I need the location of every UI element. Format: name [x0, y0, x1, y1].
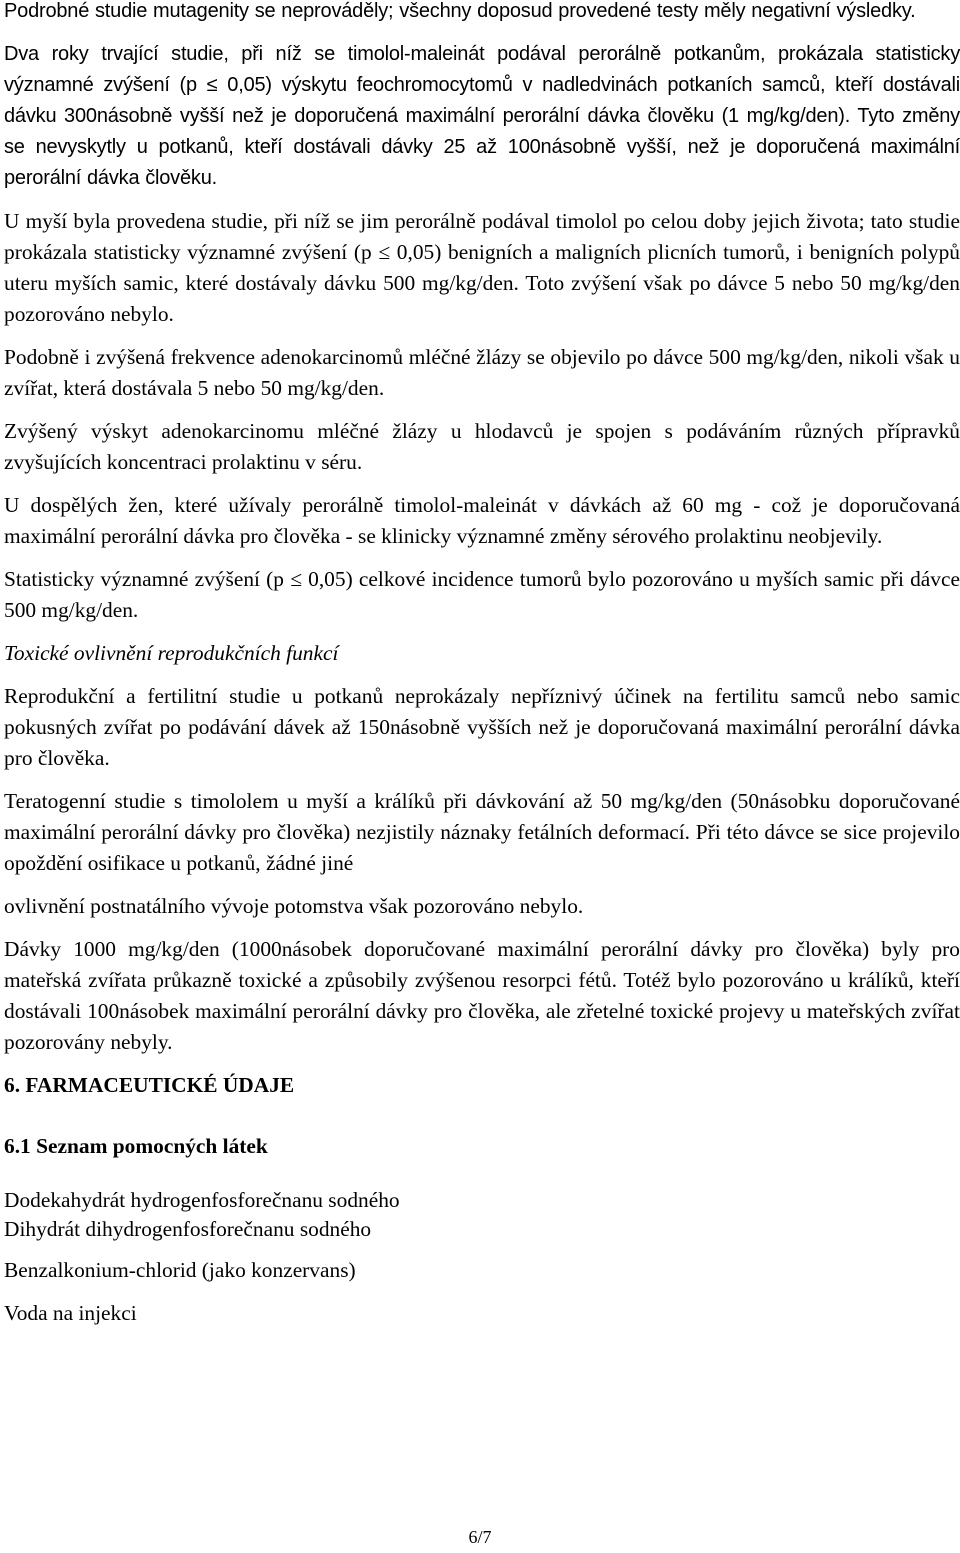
paragraph-teratogenic: Teratogenní studie s timololem u myší a králíků při dávkování až 50 mg/kg/den (50násobku doporučované maximální perorální dávky pro člověka) nezjistily náznaky fetálních deformací. Při této dávce se sice projevilo opoždění osifikace u potkanů, žádné jiné [4, 789, 960, 875]
heading-section-6-1: 6.1 Seznam pomocných látek [4, 1134, 268, 1158]
paragraph-fertility: Reprodukční a fertilitní studie u potkanů neprokázaly nepříznivý účinek na fertilitu samců nebo samic pokusných zvířat po podávání dávek až 150násobně vyšších než je doporučovaná maximální perorální dávka pro člověka. [4, 684, 960, 770]
paragraph-prolactin-rodents: Zvýšený výskyt adenokarcinomu mléčné žlázy u hlodavců je spojen s podáváním různých přípravků zvyšujících koncentraci prolaktinu v séru. [4, 419, 960, 474]
excipient-item: Benzalkonium-chlorid (jako konzervans) [4, 1258, 356, 1282]
paragraph-high-dose: Dávky 1000 mg/kg/den (1000násobek doporučované maximální perorální dávky pro člověka) byly pro mateřská zvířata průkazně toxické a způsobily zvýšenou resorpci fétů. Totéž bylo pozorováno u králíků, kteří dostávali 100násobek maximální perorální dávky pro člověka, ale zřetelné toxické projevy u mateřských zvířat pozorovány nebyly. [4, 937, 960, 1054]
heading-section-6: 6. FARMACEUTICKÉ ÚDAJE [4, 1073, 295, 1097]
excipient-item: Dodekahydrát hydrogenfosforečnanu sodného [4, 1188, 400, 1212]
excipient-item: Voda na injekci [4, 1301, 137, 1325]
paragraph-mutagenity: Podrobné studie mutagenity se neprováděly; všechny doposud provedené testy měly negativní výsledky. [4, 0, 916, 22]
paragraph-tumor-incidence: Statisticky významné zvýšení (p ≤ 0,05) celkové incidence tumorů bylo pozorováno u myších samic při dávce 500 mg/kg/den. [4, 567, 960, 622]
document-page [4, 0, 960, 1328]
paragraph-rat-study: Dva roky trvající studie, při níž se timolol-maleinát podával perorálně potkanům, prokázala statisticky významné zvýšení (p ≤ 0,05) výskytu feochromocytomů v nadledvinách potkaních samců, kteří dostávali dávku 300násobně vyšší než je doporučená maximální perorální dávka člověku (1 mg/kg/den). Tyto změny se nevyskytly u potkanů, kteří dostávali dávky 25 až 100násobně vyšší, než je doporučená maximální perorální dávka člověku. [4, 43, 960, 189]
paragraph-mouse-study: U myší byla provedena studie, při níž se jim perorálně podával timolol po celou doby jejich života; tato studie prokázala statisticky významné zvýšení (p ≤ 0,05) benigních a maligních plicních tumorů, i benigních polypů uteru myších samic, které dostávaly dávku 500 mg/kg/den. Toto zvýšení však po dávce 5 nebo 50 mg/kg/den pozorováno nebylo. [4, 209, 960, 326]
heading-reproductive-toxicity: Toxické ovlivnění reprodukčních funkcí [4, 641, 339, 665]
paragraph-women-prolactin: U dospělých žen, které užívaly perorálně timolol-maleinát v dávkách až 60 mg - což je doporučovaná maximální perorální dávka pro člověka - se klinicky významné změny sérového prolaktinu neobjevily. [4, 493, 960, 548]
paragraph-postnatal: ovlivnění postnatálního vývoje potomstva však pozorováno nebylo. [4, 894, 584, 918]
excipient-item: Dihydrát dihydrogenfosforečnanu sodného [4, 1217, 372, 1241]
page-number: 6/7 [468, 1527, 492, 1547]
paragraph-adenocarcinoma: Podobně i zvýšená frekvence adenokarcinomů mléčné žlázy se objevilo po dávce 500 mg/kg/den, nikoli však u zvířat, která dostávala 5 nebo 50 mg/kg/den. [4, 345, 960, 400]
